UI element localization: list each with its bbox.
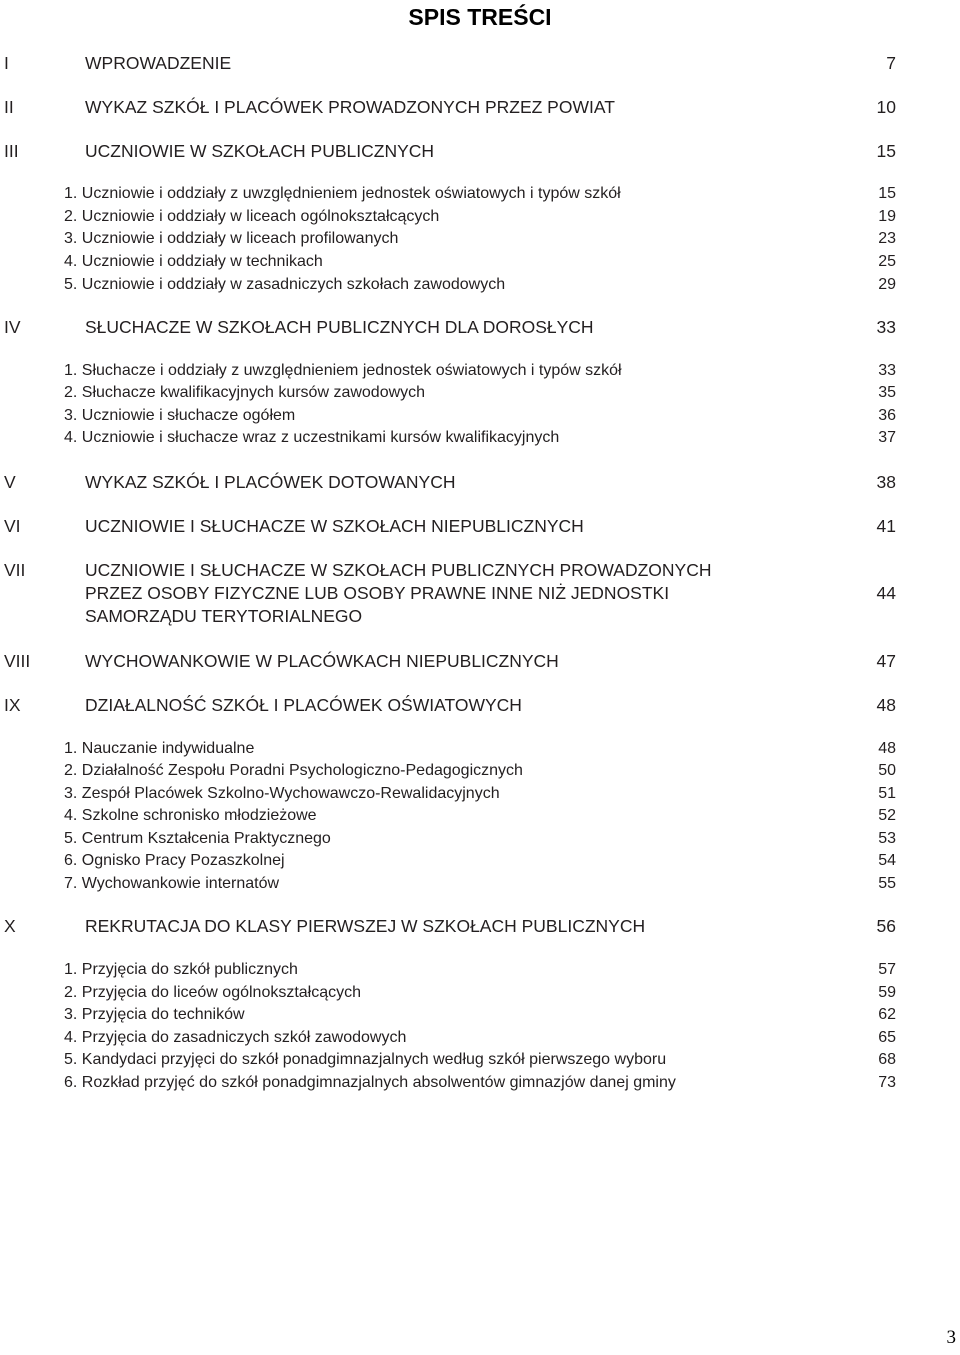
subentry-title: 6. Ognisko Pracy Pozaszkolnej bbox=[64, 852, 285, 869]
subentry-page-number: 23 bbox=[878, 230, 896, 247]
subentry-page-number: 57 bbox=[878, 961, 896, 978]
subentry-page-number: 73 bbox=[878, 1074, 896, 1091]
subentry-page-number: 37 bbox=[878, 429, 896, 446]
chapter-number: IV bbox=[4, 317, 21, 337]
chapter-page-number: 10 bbox=[876, 97, 896, 117]
page-title: SPIS TREŚCI bbox=[408, 4, 552, 30]
page-number: 3 bbox=[946, 1327, 956, 1348]
subentry-title: 3. Uczniowie i słuchacze ogółem bbox=[64, 407, 296, 424]
subentry-title: 1. Słuchacze i oddziały z uwzględnieniem jednostek oświatowych i typów szkół bbox=[64, 362, 622, 379]
subentry-page-number: 62 bbox=[878, 1006, 896, 1023]
chapter-title-line: WYKAZ SZKÓŁ I PLACÓWEK DOTOWANYCH bbox=[85, 472, 456, 492]
chapter-page-number: 48 bbox=[876, 695, 896, 715]
subentry-page-number: 51 bbox=[878, 785, 896, 802]
chapter-number: X bbox=[4, 916, 16, 936]
chapter-number: III bbox=[4, 141, 19, 161]
subentry-title: 4. Przyjęcia do zasadniczych szkół zawodowych bbox=[64, 1029, 407, 1046]
subentry-title: 5. Centrum Kształcenia Praktycznego bbox=[64, 830, 331, 847]
chapter-title-line: DZIAŁALNOŚĆ SZKÓŁ I PLACÓWEK OŚWIATOWYCH bbox=[85, 695, 522, 715]
subentry-title: 4. Uczniowie i słuchacze wraz z uczestnikami kursów kwalifikacyjnych bbox=[64, 429, 560, 446]
chapter-page-number: 15 bbox=[876, 141, 896, 161]
subentry-title: 5. Kandydaci przyjęci do szkół ponadgimnazjalnych według szkół pierwszego wyboru bbox=[64, 1051, 667, 1068]
subentry-title: 4. Uczniowie i oddziały w technikach bbox=[64, 253, 323, 270]
chapter-title bbox=[85, 515, 825, 538]
chapter-title-line: WPROWADZENIE bbox=[85, 53, 232, 73]
chapter-title-line: UCZNIOWIE I SŁUCHACZE W SZKOŁACH NIEPUBLICZNYCH bbox=[85, 516, 584, 536]
subentry-page-number: 52 bbox=[878, 807, 896, 824]
subentry-page-number: 68 bbox=[878, 1051, 896, 1068]
chapter-title-line: REKRUTACJA DO KLASY PIERWSZEJ W SZKOŁACH PUBLICZNYCH bbox=[85, 916, 646, 936]
subentry-title: 7. Wychowankowie internatów bbox=[64, 875, 280, 892]
subentry-page-number: 50 bbox=[878, 762, 896, 779]
chapter-page-number: 41 bbox=[876, 516, 896, 536]
chapter-title bbox=[85, 694, 825, 717]
chapter-title bbox=[85, 471, 825, 494]
subentry-title: 3. Uczniowie i oddziały w liceach profilowanych bbox=[64, 230, 399, 247]
subentry-page-number: 54 bbox=[878, 852, 896, 869]
chapter-page-number: 33 bbox=[876, 317, 896, 337]
subentry-title: 2. Przyjęcia do liceów ogólnokształcących bbox=[64, 984, 362, 1001]
subentry-title: 5. Uczniowie i oddziały w zasadniczych szkołach zawodowych bbox=[64, 276, 506, 293]
chapter-title bbox=[85, 650, 825, 673]
subentry-title: 3. Zespół Placówek Szkolno-Wychowawczo-Rewalidacyjnych bbox=[64, 785, 500, 802]
chapter-number: I bbox=[4, 53, 9, 73]
chapter-number: VII bbox=[4, 560, 26, 580]
chapter-title-line: WYCHOWANKOWIE W PLACÓWKACH NIEPUBLICZNYCH bbox=[85, 651, 559, 671]
subentry-title: 2. Uczniowie i oddziały w liceach ogólnokształcących bbox=[64, 208, 440, 225]
subentry-page-number: 19 bbox=[878, 208, 896, 225]
subentry-page-number: 55 bbox=[878, 875, 896, 892]
chapter-number: IX bbox=[4, 695, 21, 715]
chapter-title-line: PRZEZ OSOBY FIZYCZNE LUB OSOBY PRAWNE INNE NIŻ JEDNOSTKI bbox=[85, 583, 670, 603]
subentry-title: 2. Słuchacze kwalifikacyjnych kursów zawodowych bbox=[64, 384, 426, 401]
chapter-title-line: UCZNIOWIE I SŁUCHACZE W SZKOŁACH PUBLICZNYCH PROWADZONYCH bbox=[85, 560, 712, 580]
subentry-page-number: 25 bbox=[878, 253, 896, 270]
chapter-title-line: SAMORZĄDU TERYTORIALNEGO bbox=[85, 606, 363, 626]
subentry-title: 4. Szkolne schronisko młodzieżowe bbox=[64, 807, 317, 824]
chapter-title-line: UCZNIOWIE W SZKOŁACH PUBLICZNYCH bbox=[85, 141, 435, 161]
subentry-page-number: 33 bbox=[878, 362, 896, 379]
chapter-page-number: 7 bbox=[886, 53, 896, 73]
chapter-page-number: 56 bbox=[876, 916, 896, 936]
subentry-page-number: 65 bbox=[878, 1029, 896, 1046]
subentry-page-number: 53 bbox=[878, 830, 896, 847]
subentry-page-number: 35 bbox=[878, 384, 896, 401]
chapter-title bbox=[85, 96, 825, 119]
chapter-title bbox=[85, 52, 825, 75]
subentry-title: 1. Nauczanie indywidualne bbox=[64, 740, 255, 757]
chapter-title-line: SŁUCHACZE W SZKOŁACH PUBLICZNYCH DLA DOROSŁYCH bbox=[85, 317, 594, 337]
chapter-page-number: 38 bbox=[876, 472, 896, 492]
subentry-title: 3. Przyjęcia do techników bbox=[64, 1006, 245, 1023]
subentry-title: 2. Działalność Zespołu Poradni Psychologiczno-Pedagogicznych bbox=[64, 762, 523, 779]
subentry-title: 1. Uczniowie i oddziały z uwzględnieniem jednostek oświatowych i typów szkół bbox=[64, 185, 621, 202]
subentry-page-number: 29 bbox=[878, 276, 896, 293]
chapter-number: VIII bbox=[4, 651, 31, 671]
chapter-number: VI bbox=[4, 516, 21, 536]
subentry-title: 6. Rozkład przyjęć do szkół ponadgimnazjalnych absolwentów gimnazjów danej gminy bbox=[64, 1074, 676, 1091]
subentry-page-number: 59 bbox=[878, 984, 896, 1001]
chapter-number: V bbox=[4, 472, 16, 492]
subentry-title: 1. Przyjęcia do szkół publicznych bbox=[64, 961, 298, 978]
subentry-page-number: 15 bbox=[878, 185, 896, 202]
chapter-title bbox=[85, 915, 825, 938]
subentry-page-number: 48 bbox=[878, 740, 896, 757]
chapter-page-number: 44 bbox=[876, 583, 896, 603]
chapter-page-number: 47 bbox=[876, 651, 896, 671]
chapter-title bbox=[85, 316, 825, 339]
chapter-title bbox=[85, 559, 825, 628]
chapter-title bbox=[85, 140, 825, 163]
subentry-page-number: 36 bbox=[878, 407, 896, 424]
chapter-number: II bbox=[4, 97, 14, 117]
chapter-title-line: WYKAZ SZKÓŁ I PLACÓWEK PROWADZONYCH PRZEZ POWIAT bbox=[85, 97, 615, 117]
